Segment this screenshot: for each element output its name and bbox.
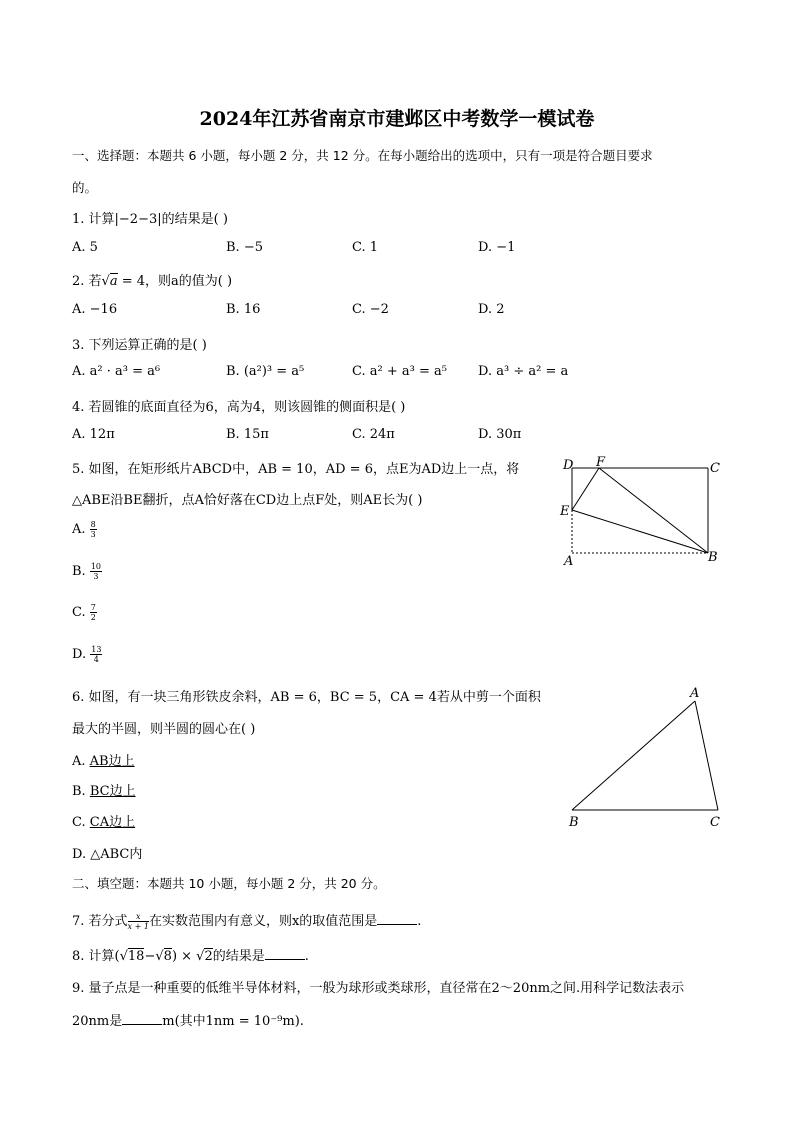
section-1-heading: 一、选择题：本题共 6 小题，每小题 2 分，共 12 分。在每小题给出的选项中，只有一项是符合题目要求 [72,148,653,163]
q5-option-d [72,645,102,664]
answer-blank[interactable] [122,1014,162,1025]
q8-sqrt-8: 8 [163,949,172,964]
q6-triangle-figure [560,683,730,831]
q2-option-c: C. −2 [352,302,389,317]
question-6-stem-line2: 最大的半圆，则半圆的圆心在( ) [72,722,256,737]
question-2-stem [72,270,232,289]
label-b: B [708,550,718,565]
label-b: B [569,815,579,830]
q4-option-d: D. 30π [478,427,522,442]
q7-end: . [417,914,422,929]
q5-option-c-label: C. [72,605,86,620]
q5-option-a-fraction [90,520,97,539]
q5-option-b-fraction [90,562,102,581]
segment-ef [572,468,599,510]
q6-option-d-text: △ABC内 [90,847,143,862]
label-a: A [690,686,700,701]
q6-option-d [72,843,142,862]
q1-option-d: D. −1 [478,240,516,255]
fraction-numerator: x [128,912,149,922]
q4-option-a: A. 12π [72,427,115,442]
segment-fb [599,468,708,553]
fraction-denominator: 4 [93,655,99,664]
q6-option-d-label: D. [72,847,87,862]
q5-option-a [72,520,97,539]
q3-option-d: D. a³ ÷ a² = a [478,364,569,379]
sqrt-symbol: √ [119,949,128,964]
q3-option-c: C. a² + a³ = a⁵ [352,364,447,379]
q7-post: 在实数范围内有意义，则x的取值范围是 [148,914,378,929]
q2-stem-pre: 2. 若 [72,274,102,289]
fraction-numerator: 13 [91,645,102,654]
q3-option-a: A. a² · a³ = a⁶ [72,364,161,379]
fraction-denominator: x + 1 [127,922,149,931]
q6-option-b-label: B. [72,784,86,799]
q1-option-a: A. 5 [72,240,98,255]
q6-option-a-text: AB边上 [89,754,135,769]
q8-minus: − [144,949,156,964]
section-1-heading-cont: 的。 [72,180,98,195]
question-8 [72,945,309,964]
fraction-denominator: 2 [90,613,96,622]
q9-line2-post: m(其中1nm = 10⁻⁹m). [162,1014,304,1029]
fraction-numerator: 7 [90,603,96,612]
q5-option-c [72,603,97,622]
label-a: A [564,554,574,569]
answer-blank[interactable] [377,914,417,925]
segment-eb [572,510,708,553]
q6-option-c-text: CA边上 [89,815,136,830]
q5-option-a-label: A. [72,522,86,537]
label-c: C [710,461,720,476]
q8-pre: 8. 计算( [72,949,120,964]
label-f: F [596,455,606,470]
label-e: E [560,504,570,519]
q5-option-d-fraction [90,645,102,664]
label-d: D [563,458,574,473]
q6-option-c-label: C. [72,815,86,830]
q2-option-b: B. 16 [226,302,261,317]
question-4-stem: 4. 若圆锥的底面直径为6，高为4，则该圆锥的侧面积是( ) [72,400,406,415]
q7-fraction [128,912,149,931]
sqrt-symbol: √ [196,949,205,964]
section-2-heading: 二、填空题：本题共 10 小题，每小题 2 分，共 20 分。 [72,876,386,891]
q8-end: . [304,949,309,964]
q6-option-c [72,811,135,830]
q4-option-c: C. 24π [352,427,395,442]
q4-option-b: B. 15π [226,427,269,442]
q5-rectangle-figure [555,455,730,570]
q8-times: ) × [171,949,197,964]
fraction-numerator: 8 [90,520,96,529]
q5-option-b [72,562,102,581]
question-6-stem-line1: 6. 如图，有一块三角形铁皮余料，AB = 6，BC = 5，CA = 4若从中剪一个面积 [72,690,541,705]
q6-option-a [72,750,135,769]
q1-option-c: C. 1 [352,240,379,255]
q5-option-d-label: D. [72,647,87,662]
sqrt-symbol: √ [101,274,110,289]
q8-post: 的结果是 [212,949,265,964]
q1-option-b: B. −5 [226,240,263,255]
question-5-stem-line1: 5. 如图，在矩形纸片ABCD中，AB = 10，AD = 6，点E为AD边上一点，将 [72,462,520,477]
fraction-numerator: 10 [90,562,102,571]
q2-option-d: D. 2 [478,302,505,317]
fraction-denominator: 3 [93,572,99,581]
question-7 [72,910,421,931]
q8-sqrt-2: 2 [204,949,213,964]
q7-pre: 7. 若分式 [72,914,128,929]
question-1-stem: 1. 计算|−2−3|的结果是( ) [72,212,228,227]
q5-option-c-fraction [90,603,97,622]
page-title: 2024年江苏省南京市建邺区中考数学一模试卷 [199,108,595,130]
q9-line2-pre: 20nm是 [72,1014,123,1029]
label-c: C [710,815,720,830]
q5-option-b-label: B. [72,564,86,579]
q2-sqrt-arg: a [109,274,118,289]
answer-blank[interactable] [265,949,305,960]
q6-option-a-label: A. [72,754,86,769]
edge-ab [572,701,695,810]
q6-option-b-text: BC边上 [89,784,136,799]
q8-sqrt-18: 18 [127,949,145,964]
sqrt-symbol: √ [155,949,164,964]
question-9-line2 [72,1010,304,1029]
q3-option-b: B. (a²)³ = a⁵ [226,364,305,379]
question-3-stem: 3. 下列运算正确的是( ) [72,338,207,353]
q2-stem-post: = 4，则a的值为( ) [117,274,233,289]
edge-ca [695,701,718,810]
question-5-stem-line2: △ABE沿BE翻折，点A恰好落在CD边上点F处，则AE长为( ) [72,493,423,508]
fraction-denominator: 3 [90,530,96,539]
q2-option-a: A. −16 [72,302,118,317]
q6-option-b [72,780,136,799]
question-9-line1: 9. 量子点是一种重要的低维半导体材料，一般为球形或类球形，直径常在2～20nm之间.用科学记数法表示 [72,981,685,996]
